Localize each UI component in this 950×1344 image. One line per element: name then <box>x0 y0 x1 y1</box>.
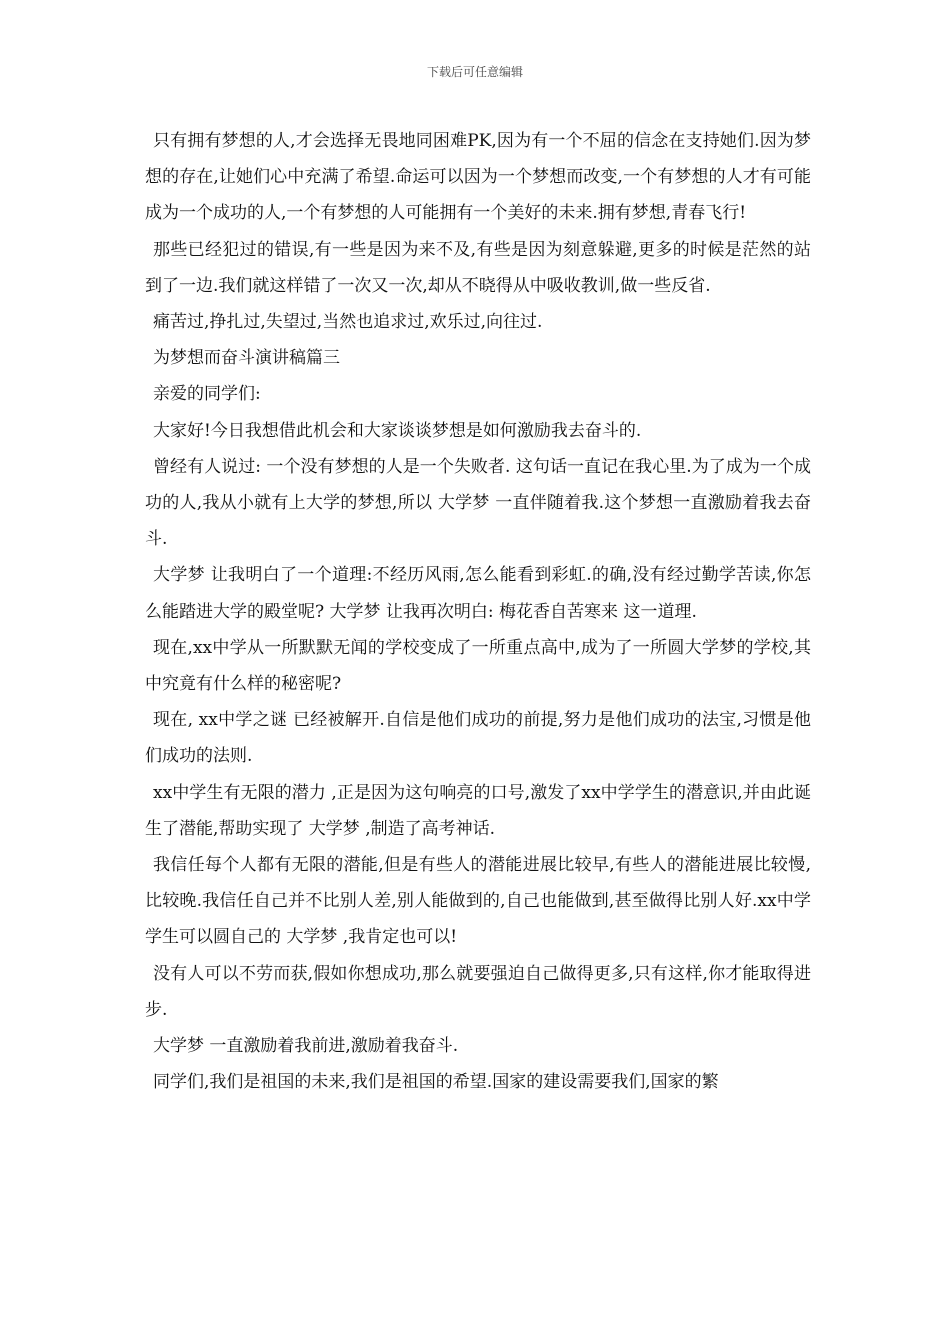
section-heading: 为梦想而奋斗演讲稿篇三 <box>153 348 340 369</box>
salutation: 亲爱的同学们: <box>153 384 261 405</box>
paragraph: 只有拥有梦想的人,才会选择无畏地同困难PK,因为有一个不屈的信念在支持她们.因为梦想的存在,让她们心中充满了希望.命运可以因为一个梦想而改变,一个有梦想的人才有可能成为一个成功的人,一个有梦想的人可能拥有一个美好的未来.拥有梦想,青春飞行! <box>145 131 811 224</box>
paragraph: 大家好!今日我想借此机会和大家谈谈梦想是如何激励我去奋斗的. <box>153 420 642 441</box>
paragraph: 现在,xx中学从一所默默无闻的学校变成了一所重点高中,成为了一所圆大学梦的学校,其中究竟有什么样的秘密呢? <box>145 637 811 695</box>
paragraph: 那些已经犯过的错误,有一些是因为来不及,有些是因为刻意躲避,更多的时候是茫然的站到了一边.我们就这样错了一次又一次,却从不晓得从中吸收教训,做一些反省. <box>145 239 811 296</box>
paragraph: 曾经有人说过: 一个没有梦想的人是一个失败者. 这句话一直记在我心里.为了成为一个成功的人,我从小就有上大学的梦想,所以 大学梦 一直伴随着我.这个梦想一直激励着我去奋斗. <box>145 456 811 550</box>
paragraph: 痛苦过,挣扎过,失望过,当然也追求过,欢乐过,向往过. <box>153 312 543 333</box>
paragraph: xx中学生有无限的潜力 ,正是因为这句响亮的口号,激发了xx中学学生的潜意识,并由此诞生了潜能,帮助实现了 大学梦 ,制造了高考神话. <box>145 782 811 839</box>
paragraph: 没有人可以不劳而获,假如你想成功,那么就要强迫自己做得更多,只有这样,你才能取得进步. <box>145 963 811 1020</box>
page-header: 下载后可任意编辑 <box>426 65 523 79</box>
paragraph: 我信任每个人都有无限的潜能,但是有些人的潜能进展比较早,有些人的潜能进展比较慢,比较晚.我信任自己并不比别人差,别人能做到的,自己也能做到,甚至做得比别人好.xx中学学生可以圆自己的 大学梦 ,我肯定也可以! <box>145 855 811 948</box>
paragraph: 大学梦 一直激励着我前进,激励着我奋斗. <box>153 1036 459 1057</box>
document-body <box>145 123 811 1100</box>
paragraph: 大学梦 让我明白了一个道理:不经历风雨,怎么能看到彩虹.的确,没有经过勤学苦读,你怎么能踏进大学的殿堂呢? 大学梦 让我再次明白: 梅花香自苦寒来 这一道理. <box>145 565 811 622</box>
paragraph: 同学们,我们是祖国的未来,我们是祖国的希望.国家的建设需要我们,国家的繁 <box>153 1072 719 1093</box>
paragraph: 现在, xx中学之谜 已经被解开.自信是他们成功的前提,努力是他们成功的法宝,习惯是他们成功的法则. <box>145 710 811 767</box>
